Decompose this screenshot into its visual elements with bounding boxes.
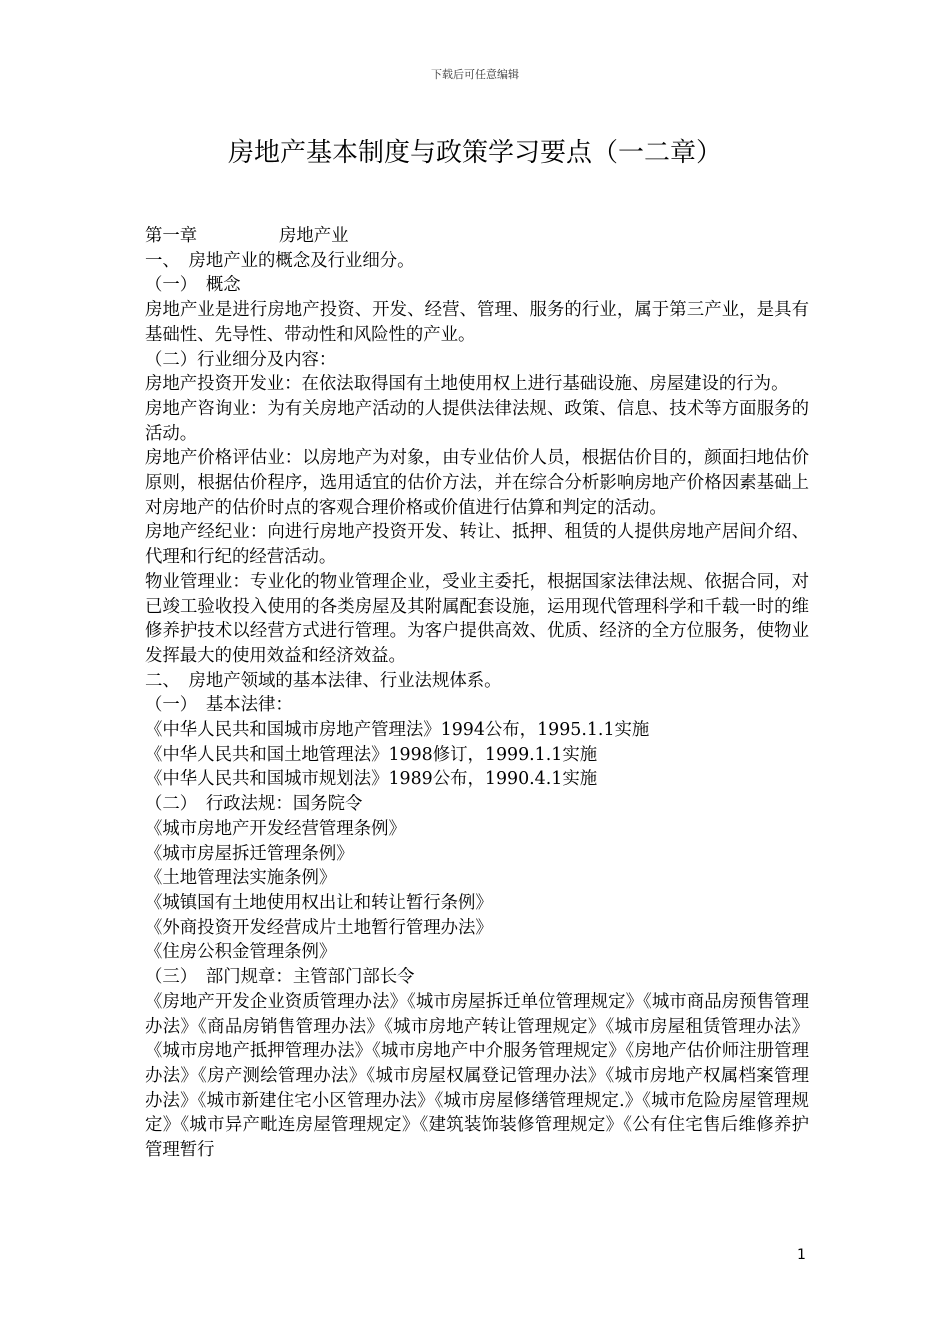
paragraph-definition: 房地产业是进行房地产投资、开发、经营、管理、服务的行业，属于第三产业，是具有基础性、先导性、带动性和风险性的产业。 xyxy=(145,300,809,345)
paragraph-property-management: 物业管理业：专业化的物业管理企业，受业主委托，根据国家法律法规、依据合同，对已竣工验收投入使用的各类房屋及其附属配套设施，运用现代管理科学和千载一时的维修养护技术以经营方式进行管理。为客户提供高效、优质、经济的全方位服务，使物业发挥最大的使用效益和经济效益。 xyxy=(145,571,809,666)
paragraph-brokerage: 房地产经纪业：向进行房地产投资开发、转让、抵押、租赁的人提供房地产居间介绍、代理和行纪的经营活动。 xyxy=(145,522,809,568)
subsection-heading-basic-law: （一） 基本法律： xyxy=(145,695,293,716)
paragraph-valuation: 房地产价格评估业：以房地产为对象，由专业估价人员，根据估价目的，颜面扫地估价原则，根据估价程序，选用适宜的估价方法，并在综合分析影响房地产价格因素基础上对房地产的估价时点的客观合理价格或价值进行估算和判定的活动。 xyxy=(145,448,809,518)
paragraph-consulting: 房地产咨询业：为有关房地产活动的人提供法律法规、政策、信息、技术等方面服务的活动。 xyxy=(145,398,809,444)
subsection-heading-ministerial-rules: （三） 部门规章：主管部门部长令 xyxy=(145,967,415,988)
section-heading-1: 一、 房地产业的概念及行业细分。 xyxy=(145,250,415,271)
regulation-item: 《外商投资开发经营成片土地暂行管理办法》 xyxy=(145,917,493,938)
law-item: 《中华人民共和国城市规划法》1989公布，1990.4.1实施 xyxy=(145,769,598,790)
law-item: 《中华人民共和国城市房地产管理法》1994公布，1995.1.1实施 xyxy=(145,720,650,741)
header-note: 下载后可任意编辑 xyxy=(431,68,519,81)
chapter-heading xyxy=(145,224,809,249)
regulation-item: 《城市房地产开发经营管理条例》 xyxy=(145,818,406,839)
chapter-name: 房地产业 xyxy=(279,226,349,246)
subsection-heading-concept: （一） 概念 xyxy=(145,275,241,296)
section-heading-2: 二、 房地产领域的基本法律、行业法规体系。 xyxy=(145,670,502,691)
subsection-heading-regulations: （二） 行政法规：国务院令 xyxy=(145,794,363,815)
paragraph-investment: 房地产投资开发业：在依法取得国有土地使用权上进行基础设施、房屋建设的行为。 xyxy=(145,374,789,395)
regulation-item: 《城市房屋拆迁管理条例》 xyxy=(145,843,354,864)
law-item: 《中华人民共和国土地管理法》1998修订，1999.1.1实施 xyxy=(145,744,598,765)
regulation-item: 《住房公积金管理条例》 xyxy=(145,942,337,963)
page-number: 1 xyxy=(797,1247,806,1263)
regulation-item: 《土地管理法实施条例》 xyxy=(145,868,337,889)
chapter-number: 第一章 xyxy=(145,226,198,246)
paragraph-ministerial-rules: 《房地产开发企业资质管理办法》《城市房屋拆迁单位管理规定》《城市商品房预售管理办法》《商品房销售管理办法》《城市房地产转让管理规定》《城市房屋租赁管理办法》《城市房地产抵押管理办法》《城市房地产中介服务管理规定》《房地产估价师注册管理办法》《房产测绘管理办法》《城市房屋权属登记管理办法》《城市房地产权属档案管理办法》《城市新建住宅小区管理办法》《城市房屋修缮管理规定.》《城市危险房屋管理规定》《城市异产毗连房屋管理规定》《建筑装饰装修管理规定》《公有住宅售后维修养护管理暂行 xyxy=(145,991,809,1161)
subsection-heading-segments: （二）行业细分及内容： xyxy=(145,349,337,370)
document-body xyxy=(145,224,809,1163)
regulation-item: 《城镇国有土地使用权出让和转让暂行条例》 xyxy=(145,892,493,913)
document-title: 房地产基本制度与政策学习要点（一二章） xyxy=(227,138,722,168)
